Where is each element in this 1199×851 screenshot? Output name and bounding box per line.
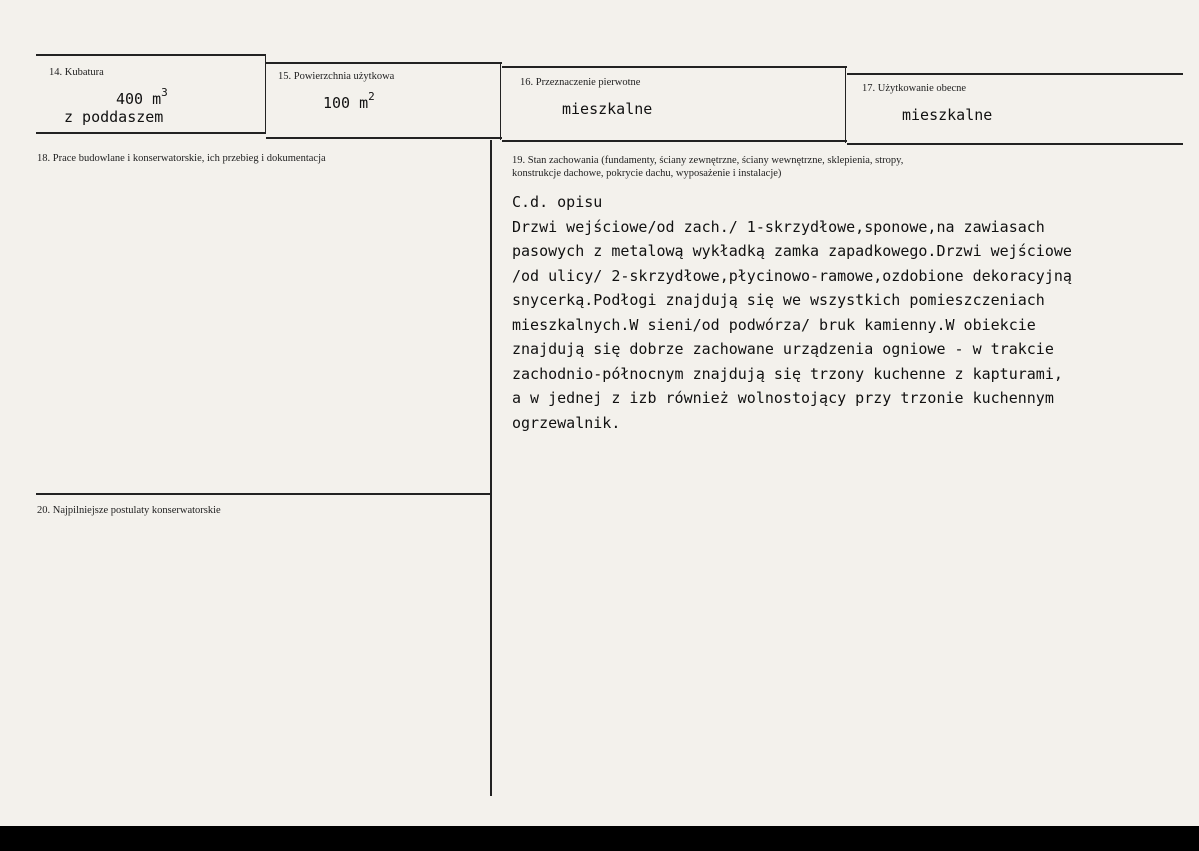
kubatura-label: 14. Kubatura (49, 67, 104, 78)
przeznaczenie-label: 16. Przeznaczenie pierwotne (520, 77, 641, 88)
description-line: zachodnio-północnym znajdują się trzony kuchenne z kapturami, (512, 364, 1063, 383)
row-divider-2 (266, 137, 502, 139)
postulaty-label: 20. Najpilniejsze postulaty konserwatorskie (37, 505, 221, 516)
description-line: Drzwi wejściowe/od zach./ 1-skrzydłowe,sponowe,na zawiasach (512, 217, 1045, 236)
section-18-20-divider (36, 493, 492, 495)
powierzchnia-number: 100 m (323, 94, 369, 112)
powierzchnia-exponent: 2 (368, 90, 375, 103)
row-divider-3 (502, 140, 847, 142)
description-line: mieszkalnych.W sieni/od podwórza/ bruk kamienny.W obiekcie (512, 315, 1036, 334)
description-line: pasowych z metalową wykładką zamka zapadkowego.Drzwi wejściowe (512, 242, 1072, 260)
top-rule-3 (502, 66, 847, 68)
prace-label: 18. Prace budowlane i konserwatorskie, ich przebieg i dokumentacja (37, 153, 326, 164)
stan-label-line2: konstrukcje dachowe, pokrycie dachu, wyposażenie i instalacje) (512, 168, 782, 179)
powierzchnia-label: 15. Powierzchnia użytkowa (278, 71, 395, 82)
description-line: ogrzewalnik. (512, 413, 621, 432)
top-rule (36, 54, 266, 56)
top-rule-4 (847, 73, 1183, 75)
row-divider-4 (847, 143, 1183, 145)
row-divider (36, 132, 266, 134)
przeznaczenie-value: mieszkalne (562, 100, 653, 118)
kubatura-number: 400 m (116, 90, 162, 108)
top-rule-2 (266, 62, 502, 64)
description-line: a w jednej z izb również wolnostojący przy trzonie kuchennym (512, 389, 1054, 407)
kubatura-exponent: 3 (161, 86, 168, 99)
divider-16-17 (845, 68, 846, 143)
kubatura-note: z poddaszem (64, 108, 164, 126)
uzytkowanie-value: mieszkalne (902, 106, 993, 124)
divider-14-15 (265, 56, 266, 133)
description-line: znajdują się dobrze zachowane urządzenia ogniowe - w trakcie (512, 340, 1054, 358)
powierzchnia-value (323, 90, 375, 112)
kubatura-value (116, 86, 168, 108)
description-line: C.d. opisu (512, 193, 603, 211)
description-line: snycerką.Podłogi znajdują się we wszystkich pomieszczeniach (512, 291, 1045, 309)
stan-label-line1: 19. Stan zachowania (fundamenty, ściany zewnętrzne, ściany wewnętrzne, sklepienia, stropy, (512, 155, 904, 166)
description-line: /od ulicy/ 2-skrzydłowe,płycinowo-ramowe,ozdobione dekoracyjną (512, 266, 1072, 285)
divider-15-16 (500, 62, 501, 140)
uzytkowanie-label: 17. Użytkowanie obecne (862, 83, 967, 94)
main-column-divider (490, 140, 492, 796)
stan-description (512, 190, 1152, 435)
